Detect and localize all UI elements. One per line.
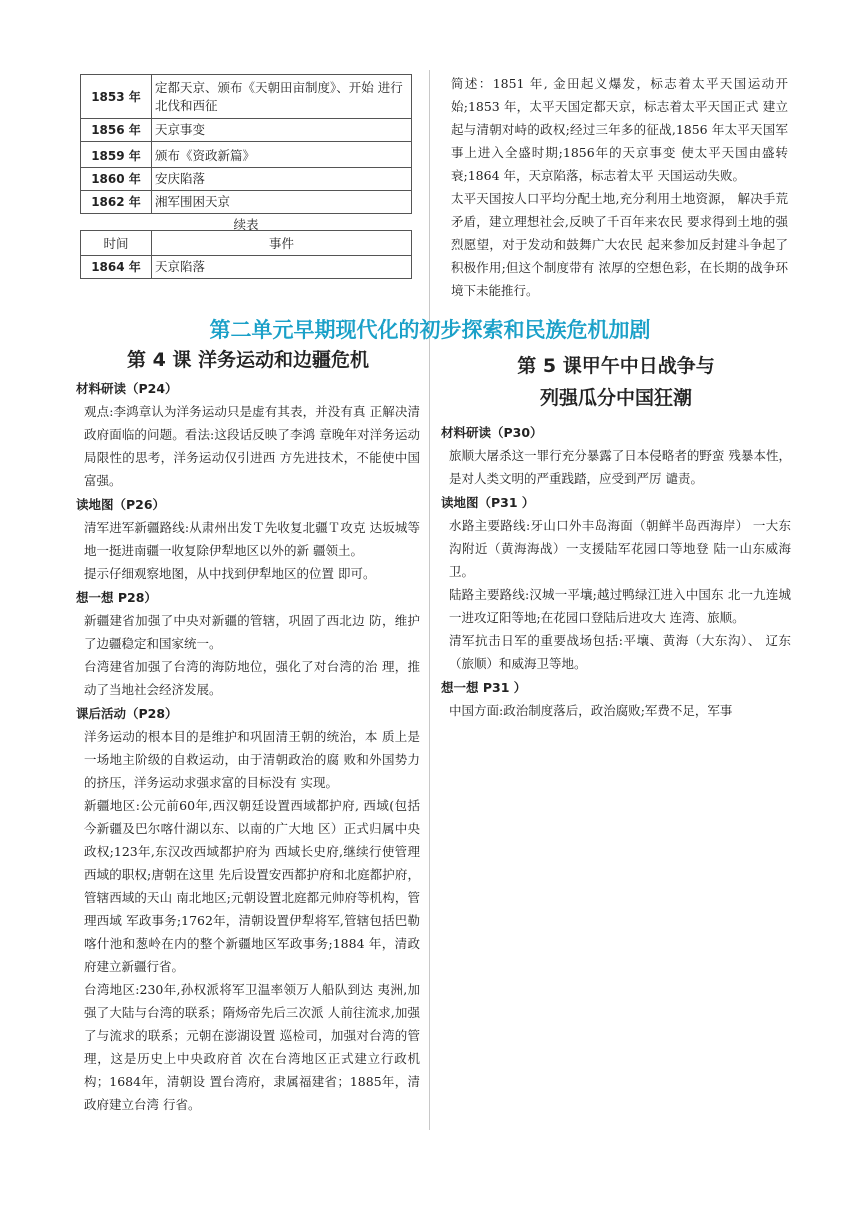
event-cell: 天京事变 [152, 119, 412, 142]
table-header-row [81, 231, 412, 256]
lesson-title: 第 4 课 洋务运动和边疆危机 [126, 349, 370, 371]
section-paragraph: 台湾建省加强了台湾的海防地位，强化了对台湾的治 理，推动了当地社会经济发展。 [84, 659, 420, 697]
unit-title: 第二单元早期现代化的初步探索和民族危机加剧 [209, 318, 651, 342]
timeline-table-continued [80, 230, 412, 279]
section-heading: 想一想 P28） [76, 590, 157, 605]
year-cell: 1862 年 [81, 191, 152, 214]
summary-paragraph: 简述：1851 年, 金田起义爆发，标志着太平天国运动开始;1853 年，太平天国定都天京，标志着太平天国正式 建立起与清朝对峙的政权;经过三年多的征战,1856 年太平天国军事上进入全盛时期;1856年的天京事变 使太平天国由盛转衰;1864 年，天京陷落，标志着太平 天国运动失败。 [451, 76, 788, 183]
year-cell: 1853 年 [81, 75, 152, 119]
section-paragraph: 陆路主要路线:汉城一平壤;越过鸭绿江进入中国东 北一九连城一进攻辽阳等地;在花园口登陆后进攻大 连湾、旅顺。 [449, 587, 791, 625]
column-divider [429, 70, 430, 1130]
section-paragraph: 新疆建省加强了中央对新疆的管辖，巩固了西北边 防，维护了边疆稳定和国家统一。 [84, 613, 420, 651]
table-row [81, 142, 412, 168]
section-heading: 课后活动（P28） [76, 706, 178, 721]
section-heading: 想一想 P31 ） [441, 680, 527, 695]
section-paragraph: 提示仔细观察地图，从中找到伊犁地区的位置 即可。 [84, 566, 376, 581]
event-cell: 天京陷落 [152, 256, 412, 279]
section-heading: 材料研读（P30） [441, 425, 543, 440]
section-paragraph: 旅顺大屠杀这一罪行充分暴露了日本侵略者的野蛮 残暴本性，是对人类文明的严重践踏，应受到严厉 谴责。 [449, 448, 791, 486]
section-paragraph: 清军进军新疆路线:从肃州出发Ｔ先收复北疆Ｔ攻克 达坂城等地一挺进南疆一收复除伊犁地区以外的新 疆领土。 [84, 520, 420, 558]
section-paragraph: 水路主要路线:牙山口外丰岛海面（朝鲜半岛西海岸） 一大东沟附近（黄海海战）一支援陆军花园口等地登 陆一山东威海卫。 [449, 518, 791, 579]
summary-paragraph: 太平天国按人口平均分配土地,充分利用土地资源， 解决手荒矛盾，建立理想社会,反映了千百年来农民 要求得到土地的强烈愿望，对于发动和鼓舞广大农民 起来参加反封建斗争起了积极作用;但这个制度带有 浓厚的空想色彩，在长期的战争环境下未能推行。 [451, 191, 788, 298]
section-heading: 材料研读（P24） [76, 381, 178, 396]
section-heading: 读地图（P26） [76, 497, 166, 512]
timeline-table [80, 74, 412, 214]
section-paragraph: 清军抗击日军的重要战场包括:平壤、黄海（大东沟）、 辽东（旅顺）和威海卫等地。 [449, 633, 791, 671]
year-cell: 1860 年 [81, 168, 152, 191]
year-cell: 1856 年 [81, 119, 152, 142]
continued-label: 续表 [233, 217, 259, 232]
section-paragraph: 观点:李鸿章认为洋务运动只是虚有其表，并没有真 正解决清政府面临的问题。看法:这段话反映了李鸿 章晚年对洋务运动局限性的思考，洋务运动仅引进西 方先进技术，不能使中国富强。 [84, 404, 420, 488]
lesson-title-line1: 第 5 课甲午中日战争与 [517, 355, 715, 377]
table-row [81, 256, 412, 279]
column-header-event: 事件 [152, 231, 412, 256]
event-cell: 颁布《资政新篇》 [152, 142, 412, 168]
table-row [81, 191, 412, 214]
lesson-5-column [441, 350, 791, 722]
table-row [81, 119, 412, 142]
summary-block [443, 72, 788, 302]
section-paragraph: 洋务运动的根本目的是维护和巩固清王朝的统治，本 质上是一场地主阶级的自救运动，由于清朝政治的腐 败和外国势力的挤压，洋务运动求强求富的目标没有 实现。 [84, 729, 420, 790]
table-row [81, 168, 412, 191]
event-cell: 湘军围困天京 [152, 191, 412, 214]
year-cell: 1864 年 [81, 256, 152, 279]
section-paragraph: 台湾地区:230年,孙权派将军卫温率领万人船队到达 夷洲,加强了大陆与台湾的联系；隋炀帝先后三次派 人前往流求,加强了与流求的联系；元朝在澎湖设置 巡检司，加强对台湾的管理，这是历史上中央政府首 次在台湾地区正式建立行政机构；1684年，清朝设 置台湾府，隶属福建省；1885年，清政府建立台湾 行省。 [84, 982, 420, 1112]
year-cell: 1859 年 [81, 142, 152, 168]
section-paragraph: 中国方面:政治制度落后，政治腐败;军费不足，军事 [449, 703, 733, 718]
section-paragraph: 新疆地区:公元前60年,西汉朝廷设置西域都护府, 西域(包括今新疆及巴尔喀什湖以东、以南的广大地 区）正式归属中央政权;123年,东汉改西域都护府为 西域长史府,继续行使管理西域的职权;唐朝在这里 先后设置安西都护府和北庭都护府，管辖西域的天山 南北地区;元朝设置北庭都元帅府等机构，管理西域 军政事务;1762年，清朝设置伊犁将军,管辖包括巴勒 喀什池和葱岭在内的整个新疆地区军政事务;1884 年，清政府建立新疆行省。 [84, 798, 420, 974]
event-cell: 定都天京、颁布《天朝田亩制度》、开始 进行北伐和西征 [152, 75, 412, 119]
column-header-time: 时间 [81, 231, 152, 256]
section-heading: 读地图（P31 ） [441, 495, 535, 510]
event-cell: 安庆陷落 [152, 168, 412, 191]
table-row [81, 75, 412, 119]
lesson-4-column [76, 345, 420, 1116]
lesson-title-line2: 列强瓜分中国狂潮 [539, 387, 692, 409]
